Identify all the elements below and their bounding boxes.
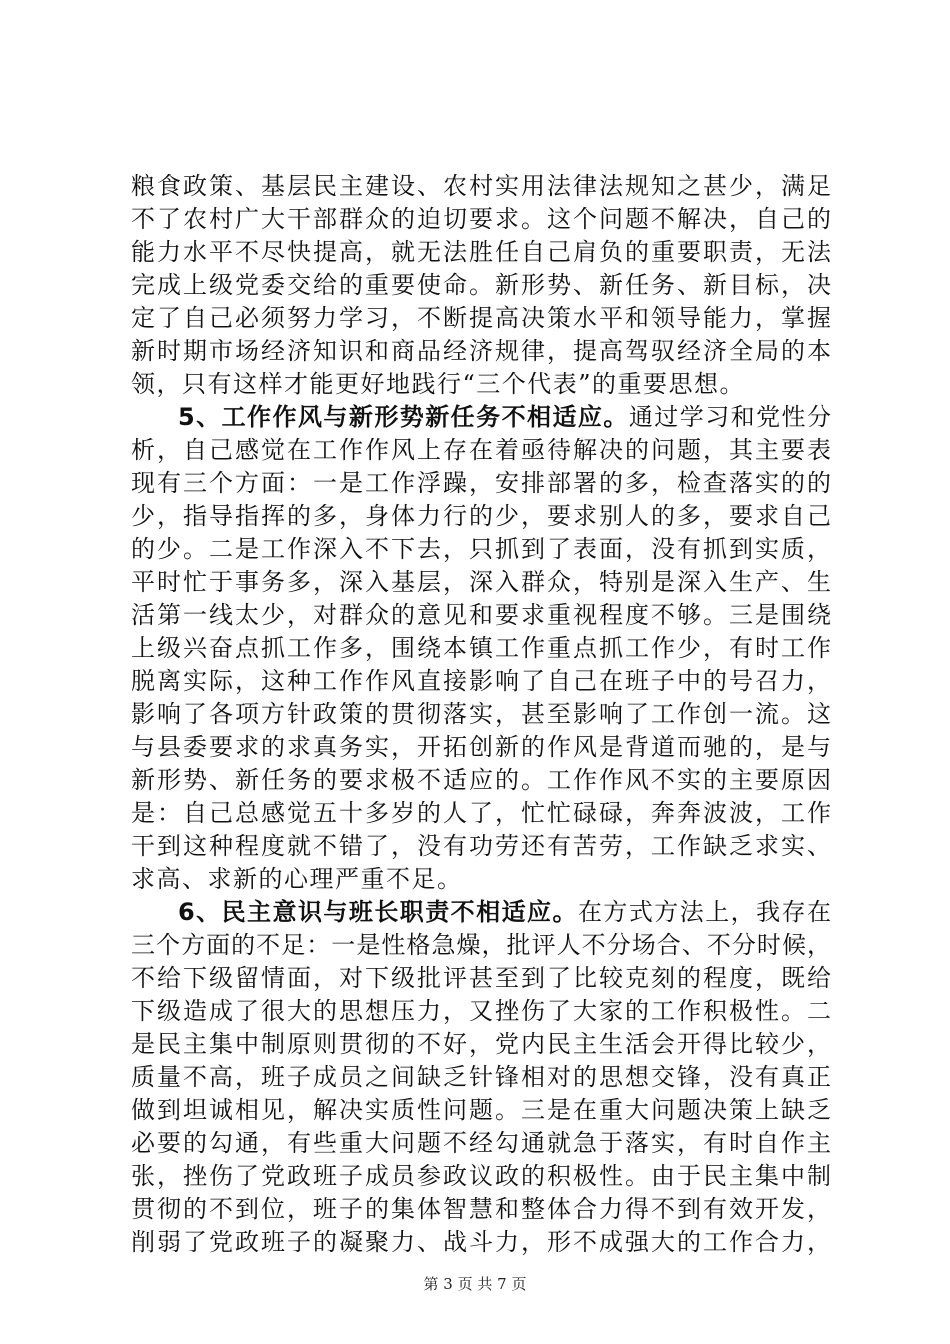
text-line: 贯彻的不到位，班子的集体智慧和整体合力得不到有效开发，	[131, 1195, 831, 1223]
text-line: 求高、求新的心理严重不足。	[131, 865, 463, 893]
text-line: 能力水平不尽快提高，就无法胜任自己肩负的重要职责，无法	[131, 238, 831, 266]
text-line: 三个方面的不足：一是性格急燥，批评人不分场合、不分时候，	[131, 931, 831, 959]
text-line: 活第一线太少，对群众的意见和要求重视程度不够。三是围绕	[131, 601, 831, 629]
paragraph-5-heading: 5、工作作风与新形势新任务不相适应。	[178, 403, 629, 431]
text-line: 下级造成了很大的思想压力，又挫伤了大家的工作积极性。二	[131, 997, 831, 1025]
text-line: 现有三个方面：一是工作浮躁，安排部署的多，检查落实的的	[131, 469, 831, 497]
page-footer: 第 3 页 共 7 页	[423, 1275, 527, 1293]
text-line: 平时忙于事务多，深入基层，深入群众，特别是深入生产、生	[131, 568, 831, 596]
text-line: 与县委要求的求真务实，开拓创新的作风是背道而驰的，是与	[131, 733, 831, 761]
text-line: 质量不高，班子成员之间缺乏针锋相对的思想交锋，没有真正	[131, 1063, 831, 1091]
text-line: 完成上级党委交给的重要使命。新形势、新任务、新目标，决	[131, 271, 831, 299]
paragraph-5-first-line	[131, 401, 831, 434]
text-line: 是：自己总感觉五十多岁的人了，忙忙碌碌，奔奔波波，工作	[131, 799, 831, 827]
text-line: 新时期市场经济知识和商品经济规律，提高驾驭经济全局的本	[131, 337, 831, 365]
paragraph-6-first-line	[131, 896, 831, 929]
text-line: 是民主集中制原则贯彻的不好，党内民主生活会开得比较少，	[131, 1030, 831, 1058]
text-line: 不了农村广大干部群众的迫切要求。这个问题不解决，自己的	[131, 205, 831, 233]
text-line: 影响了各项方针政策的贯彻落实，甚至影响了工作创一流。这	[131, 700, 831, 728]
text-line: 少，指导指挥的多，身体力行的少，要求别人的多，要求自己	[131, 502, 831, 530]
text-line: 粮食政策、基层民主建设、农村实用法律法规知之甚少，满足	[131, 172, 831, 200]
text-line: 的少。二是工作深入不下去，只抓到了表面，没有抓到实质，	[131, 535, 831, 563]
text-line: 张，挫伤了党政班子成员参政议政的积极性。由于民主集中制	[131, 1162, 831, 1190]
text-line: 必要的勾通，有些重大问题不经勾通就急于落实，有时自作主	[131, 1129, 831, 1157]
document-body	[131, 170, 831, 1259]
text-line: 新形势、新任务的要求极不适应的。工作作风不实的主要原因	[131, 766, 831, 794]
text-line: 定了自己必须努力学习，不断提高决策水平和领导能力，掌握	[131, 304, 831, 332]
text-line: 上级兴奋点抓工作多，围绕本镇工作重点抓工作少，有时工作	[131, 634, 831, 662]
text-line: 领，只有这样才能更好地践行“三个代表”的重要思想。	[131, 370, 746, 398]
text-line: 脱离实际，这种工作作风直接影响了自己在班子中的号召力，	[131, 667, 831, 695]
paragraph-6-heading: 6、民主意识与班长职责不相适应。	[178, 898, 578, 926]
paragraph-6-first-line-text: 在方式方法上，我存在	[577, 898, 832, 926]
text-line: 做到坦诚相见，解决实质性问题。三是在重大问题决策上缺乏	[131, 1096, 831, 1124]
text-line: 不给下级留情面，对下级批评甚至到了比较克刻的程度，既给	[131, 964, 831, 992]
text-line: 析，自己感觉在工作作风上存在着亟待解决的问题，其主要表	[131, 436, 831, 464]
text-line: 削弱了党政班子的凝聚力、战斗力，形不成强大的工作合力，	[131, 1228, 831, 1256]
text-line: 干到这种程度就不错了，没有功劳还有苦劳，工作缺乏求实、	[131, 832, 831, 860]
paragraph-5-first-line-text: 通过学习和党性分	[628, 403, 832, 431]
